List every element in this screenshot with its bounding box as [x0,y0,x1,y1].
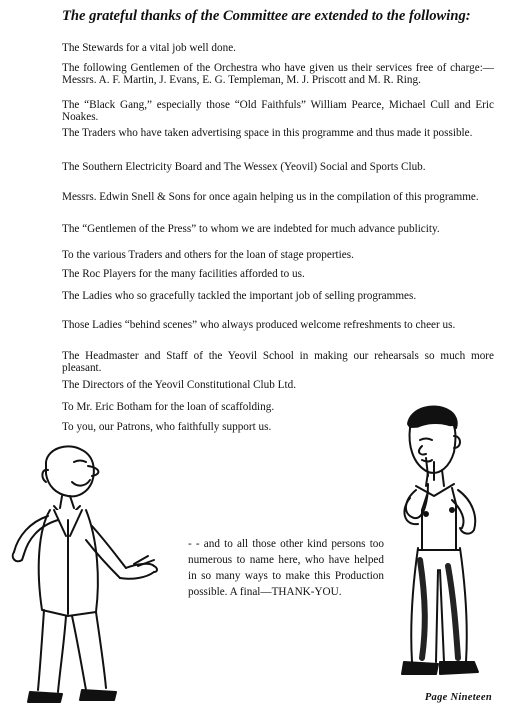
thanks-item: The “Gentlemen of the Press” to whom we are indebted for much advance publicity. [62,223,440,235]
thanks-item: To you, our Patrons, who faithfully support us. [62,421,272,433]
page-number: Page Nineteen [424,692,492,703]
thanks-item: To the various Traders and others for the loan of stage properties. [62,249,354,261]
thanks-item: The Ladies who so gracefully tackled the important job of selling programmes. [62,290,417,302]
thanks-item: Messrs. Edwin Snell & Sons for once again helping us in the compilation of this programme. [62,191,479,203]
thanks-item: Those Ladies “behind scenes” who always produced welcome refreshments to cheer us. [62,319,456,331]
thanks-item: The Headmaster and Staff of the Yeovil School in making our rehearsals so much more pleasant. [62,350,494,374]
page-heading: The grateful thanks of the Committee are extended to the following: [62,8,471,24]
left-cartoon-figure [8,440,158,710]
thanks-item: The following Gentlemen of the Orchestra who have given us their services free of charge:—Messrs. A. F. Martin, J. Evans, E. G. Templeman, M. J. Priscott and M. R. Ring. [62,62,494,86]
thanks-item: The Directors of the Yeovil Constitutional Club Ltd. [62,379,296,391]
right-cartoon-figure [382,400,494,700]
closing-message: - - and to all those other kind persons too numerous to name here, who have helped in so many ways to make this Production possible. A final—THANK-YOU. [188,538,384,598]
thanks-item: The Traders who have taken advertising space in this programme and thus made it possible. [62,127,473,139]
thanks-item: The Roc Players for the many facilities afforded to us. [62,268,305,280]
thanks-item: The Stewards for a vital job well done. [62,42,236,54]
thanks-item: The “Black Gang,” especially those “Old Faithfuls” William Pearce, Michael Cull and Eric Noakes. [62,99,494,123]
thanks-item: The Southern Electricity Board and The Wessex (Yeovil) Social and Sports Club. [62,161,426,173]
thanks-item: To Mr. Eric Botham for the loan of scaffolding. [62,401,275,413]
